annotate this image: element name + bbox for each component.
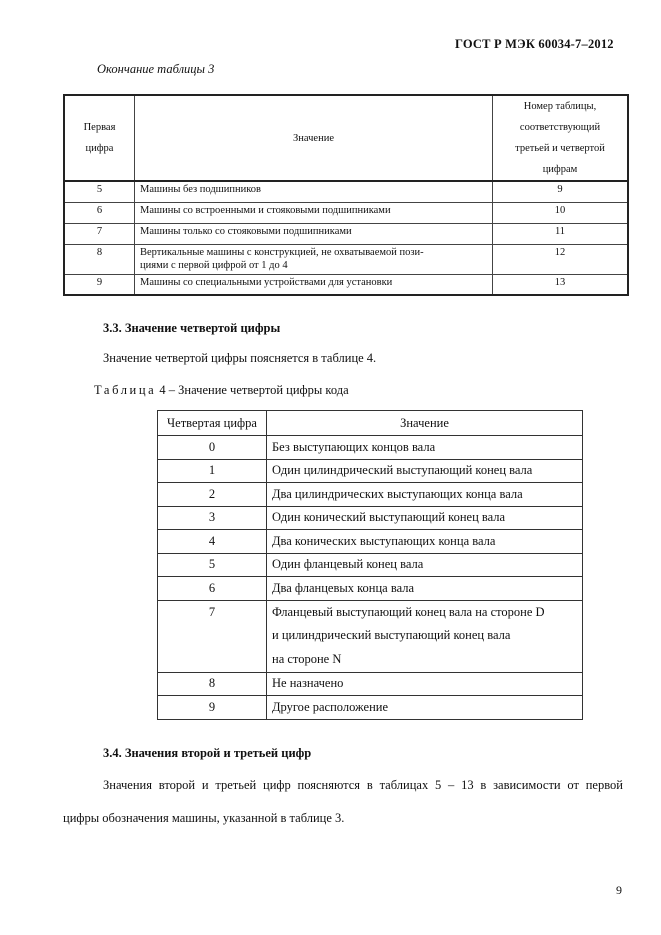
table4 (157, 410, 583, 720)
table3 (63, 94, 629, 296)
table-row (158, 553, 583, 577)
cell-table-no: 9 (493, 181, 629, 202)
table-row (158, 436, 583, 460)
table-row (158, 506, 583, 530)
cell-meaning: Машины со встроенными и стояковыми подшипниками (135, 202, 493, 223)
cell-digit: 9 (64, 274, 135, 295)
table-row (64, 223, 628, 244)
table4-header-meaning: Значение (267, 411, 583, 436)
cell-meaning: Другое расположение (267, 696, 583, 720)
cell-line: Фланцевый выступающий конец вала на стороне D (272, 604, 545, 619)
cell-meaning: Машины без подшипников (135, 181, 493, 202)
table-row (158, 672, 583, 696)
cell-table-no: 12 (493, 244, 629, 274)
cell-digit: 8 (64, 244, 135, 274)
cell-line: циями с первой цифрой от 1 до 4 (140, 259, 288, 271)
header-line: Первая (83, 122, 116, 133)
cell-digit: 8 (158, 672, 267, 696)
table-row (64, 202, 628, 223)
table4-caption-text: 4 – Значение четвертой цифры кода (159, 383, 349, 397)
table-row (158, 530, 583, 554)
table-row (64, 181, 628, 202)
cell-digit: 6 (64, 202, 135, 223)
cell-digit: 2 (158, 483, 267, 507)
section-3-3-heading: 3.3. Значение четвертой цифры (103, 321, 281, 335)
cell-digit: 7 (64, 223, 135, 244)
table-header-row (158, 411, 583, 436)
cell-meaning: Не назначено (267, 672, 583, 696)
cell-digit: 9 (158, 696, 267, 720)
cell-meaning: Машины со специальными устройствами для установки (135, 274, 493, 295)
table3-header-table-no (493, 95, 629, 181)
table-row (64, 244, 628, 274)
header-line: третьей и четвертой (515, 143, 605, 154)
table3-header-digit (64, 95, 135, 181)
cell-meaning: Два фланцевых конца вала (267, 577, 583, 601)
cell-meaning: Один цилиндрический выступающий конец вала (267, 459, 583, 483)
table3-header-meaning: Значение (135, 95, 493, 181)
header-line: соответствующий (519, 122, 601, 133)
cell-digit: 1 (158, 459, 267, 483)
standard-code: ГОСТ Р МЭК 60034-7–2012 (455, 37, 614, 51)
cell-table-no: 10 (493, 202, 629, 223)
cell-meaning (267, 600, 583, 672)
section-3-4-heading: 3.4. Значения второй и третьей цифр (103, 746, 312, 760)
cell-digit: 4 (158, 530, 267, 554)
table4-caption (94, 383, 349, 398)
cell-meaning: Без выступающих концов вала (267, 436, 583, 460)
cell-table-no: 11 (493, 223, 629, 244)
table-row (158, 696, 583, 720)
cell-table-no: 13 (493, 274, 629, 295)
table-header-row (64, 95, 628, 181)
table-row (158, 600, 583, 672)
cell-digit: 5 (158, 553, 267, 577)
header-line: цифрам (542, 164, 578, 175)
page-number: 9 (616, 883, 622, 897)
cell-digit: 0 (158, 436, 267, 460)
cell-line: и цилиндрический выступающий конец вала (272, 628, 511, 642)
cell-meaning: Один конический выступающий конец вала (267, 506, 583, 530)
table-row (158, 483, 583, 507)
table-row (158, 577, 583, 601)
cell-meaning (135, 244, 493, 274)
cell-meaning: Два конических выступающих конца вала (267, 530, 583, 554)
table3-caption: Окончание таблицы 3 (97, 62, 215, 76)
table4-header-digit: Четвертая цифра (158, 411, 267, 436)
header-line: цифра (85, 143, 114, 154)
section-3-4-text-line2: цифры обозначения машины, указанной в таблице 3. (63, 811, 345, 825)
table4-caption-label: Таблица (94, 383, 157, 397)
cell-digit: 5 (64, 181, 135, 202)
cell-meaning: Два цилиндрических выступающих конца вала (267, 483, 583, 507)
cell-digit: 6 (158, 577, 267, 601)
cell-digit: 3 (158, 506, 267, 530)
section-3-4-text-line1: Значения второй и третьей цифр поясняются в таблицах 5 – 13 в зависимости от первой (103, 778, 623, 792)
cell-meaning: Один фланцевый конец вала (267, 553, 583, 577)
cell-line: Вертикальные машины с конструкцией, не охватываемой пози- (140, 246, 424, 258)
cell-digit: 7 (158, 600, 267, 672)
cell-line: на стороне N (272, 651, 342, 666)
cell-meaning: Машины только со стояковыми подшипниками (135, 223, 493, 244)
section-3-3-text: Значение четвертой цифры поясняется в таблице 4. (103, 351, 377, 365)
table-row (64, 274, 628, 295)
table-row (158, 459, 583, 483)
header-line: Номер таблицы, (523, 101, 597, 112)
